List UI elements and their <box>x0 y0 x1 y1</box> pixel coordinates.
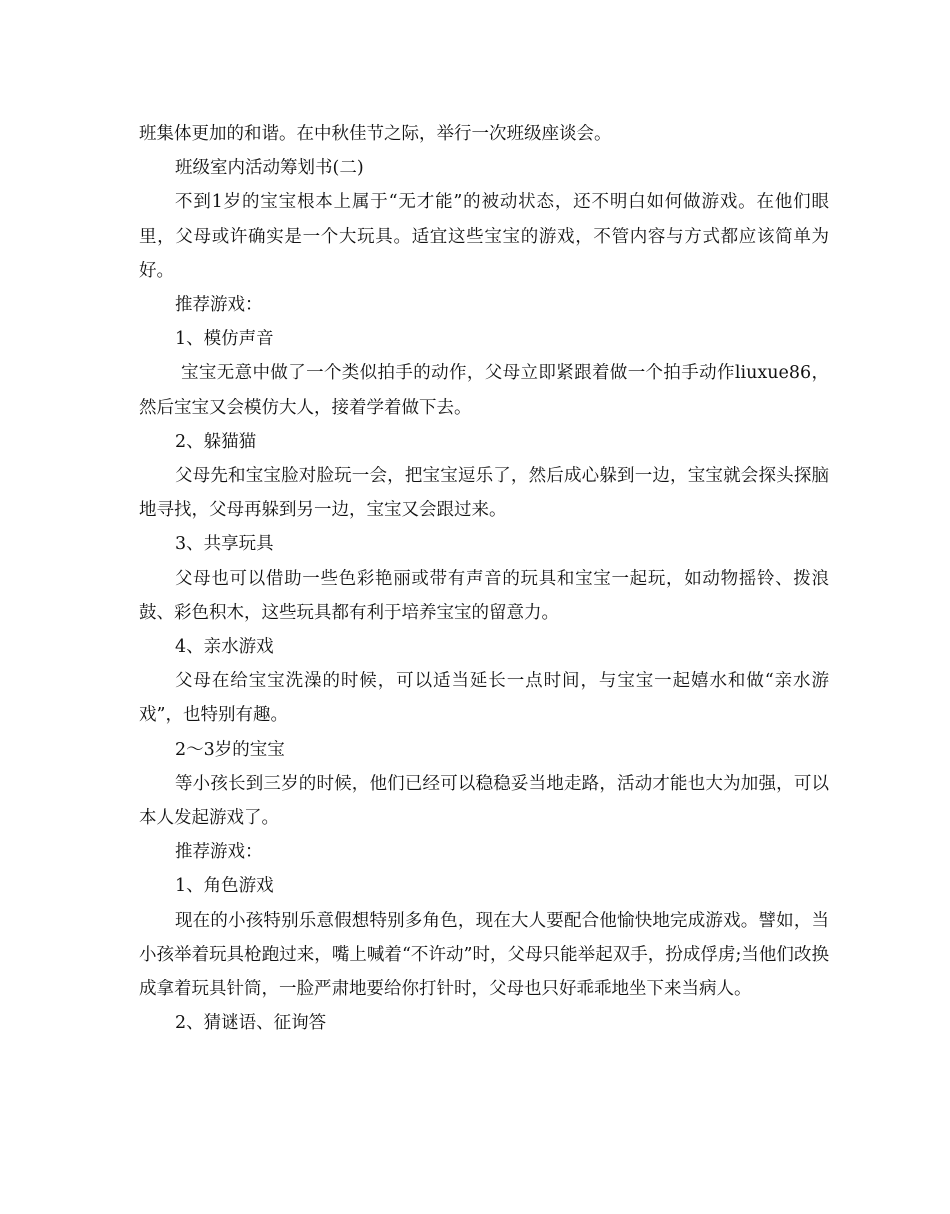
list-item-heading: 4、亲水游戏 <box>175 637 274 658</box>
list-item-heading: 1、模仿声音 <box>175 329 274 350</box>
paragraph: 现在的小孩特别乐意假想特别多角色，现在大人要配合他愉快地完成游戏。譬如，当小孩举着玩具枪跑过来，嘴上喊着“不许动”时，父母只能举起双手，扮成俘虏;当他们改换成拿着玩具针筒，一脸严肃地要给你打针时，父母也只好乖乖地坐下来当病人。 <box>139 910 829 1000</box>
subheading: 推荐游戏： <box>175 295 263 316</box>
list-item-heading: 2、躲猫猫 <box>175 431 257 452</box>
paragraph-continuation: 班集体更加的和谐。在中秋佳节之际，举行一次班级座谈会。 <box>139 124 612 144</box>
subheading: 2～3岁的宝宝 <box>175 739 285 760</box>
paragraph: 宝宝无意中做了一个类似拍手的动作，父母立即紧跟着做一个拍手动作liuxue86，然后宝宝又会模仿大人，接着学着做下去。 <box>139 363 829 418</box>
paragraph: 父母先和宝宝脸对脸玩一会，把宝宝逗乐了，然后成心躲到一边，宝宝就会探头探脑地寻找，父母再躲到另一边，宝宝又会跟过来。 <box>139 466 829 521</box>
section-heading: 班级室内活动筹划书(二) <box>175 158 364 179</box>
paragraph: 不到1岁的宝宝根本上属于“无才能”的被动状态，还不明白如何做游戏。在他们眼里，父母或许确实是一个大玩具。适宜这些宝宝的游戏，不管内容与方式都应该简单为好。 <box>139 192 829 281</box>
paragraph: 父母也可以借助一些色彩艳丽或带有声音的玩具和宝宝一起玩，如动物摇铃、拨浪鼓、彩色积木，这些玩具都有利于培养宝宝的留意力。 <box>139 568 829 623</box>
paragraph: 父母在给宝宝洗澡的时候，可以适当延长一点时间，与宝宝一起嬉水和做“亲水游戏”，也特别有趣。 <box>139 671 829 726</box>
document-body <box>139 117 829 1040</box>
paragraph: 等小孩长到三岁的时候，他们已经可以稳稳妥当地走路，活动才能也大为加强，可以本人发起游戏了。 <box>139 773 829 829</box>
list-item-heading: 2、猜谜语、征询答 <box>175 1013 327 1034</box>
subheading: 推荐游戏： <box>175 842 263 863</box>
list-item-heading: 1、角色游戏 <box>175 876 274 897</box>
list-item-heading: 3、共享玩具 <box>175 534 274 555</box>
